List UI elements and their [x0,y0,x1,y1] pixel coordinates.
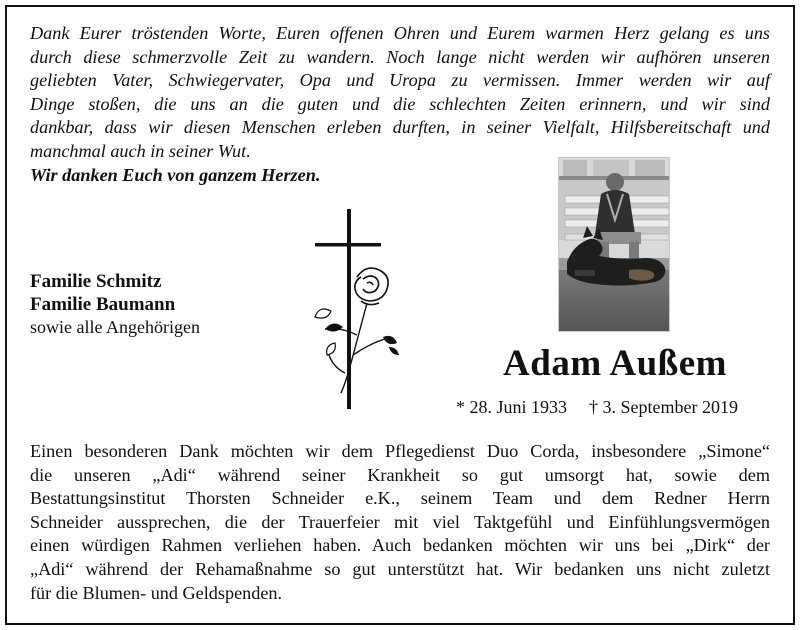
intro-line: durch diese schmerzvolle Zeit zu wandern. Noch lange nicht werden wir aufhören unseren [30,46,770,67]
closing-line: Schneider aussprechen, die der Trauerfeier mit viel Taktgefühl und Einfühlungsvermögen [30,511,770,532]
closing-line: die unseren „Adi“ während seiner Krankheit so gut umsorgt hat, sowie dem [30,464,770,485]
intro-line: Dank Eurer tröstenden Worte, Euren offenen Ohren und Eurem warmen Herz gelang es uns [30,23,770,43]
birth-date: * 28. Juni 1933 [456,397,568,417]
intro-line: manchmal auch in seiner Wut. [30,140,251,161]
intro-line: dankbar, dass wir diesen Menschen erleben durften, in seiner Vielfalt, Hilfsbereitschaft und [30,117,770,138]
intro-line: geliebten Vater, Schwiegervater, Opa und Uropa zu vermissen. Immer werden wir auf [30,70,770,91]
closing-line: „Adi“ während der Rehamaßnahme so gut unterstützt hat. Wir bedanken uns nicht zuletzt [30,558,770,579]
closing-line: für die Blumen- und Geldspenden. [30,582,283,603]
family-block [30,270,200,339]
closing-line: einen würdigen Rahmen verliehen haben. Auch bedanken möchten wir uns bei „Dirk“ der [30,535,770,556]
life-dates [456,397,776,418]
deceased-name: Adam Außem [503,343,727,384]
thanks-line: Wir danken Euch von ganzem Herzen. [30,164,321,185]
closing-line: Bestattungsinstitut Thorsten Schneider e.K., seinem Team und dem Redner Herrn [30,488,770,509]
relatives-text: sowie alle Angehörigen [30,317,200,337]
intro-line: Dinge stoßen, die uns an die guten und die schlechten Zeiten erinnern, und wir sind [30,93,770,114]
cross-rose-icon [305,205,405,415]
death-date: † 3. September 2019 [589,397,738,417]
family-name-baumann: Familie Baumann [30,294,176,315]
closing-text [30,440,770,605]
portrait-photo [558,157,670,332]
family-name-schmitz: Familie Schmitz [30,271,162,292]
closing-line: Einen besonderen Dank möchten wir dem Pflegedienst Duo Corda, insbesondere „Simone“ [30,441,770,461]
